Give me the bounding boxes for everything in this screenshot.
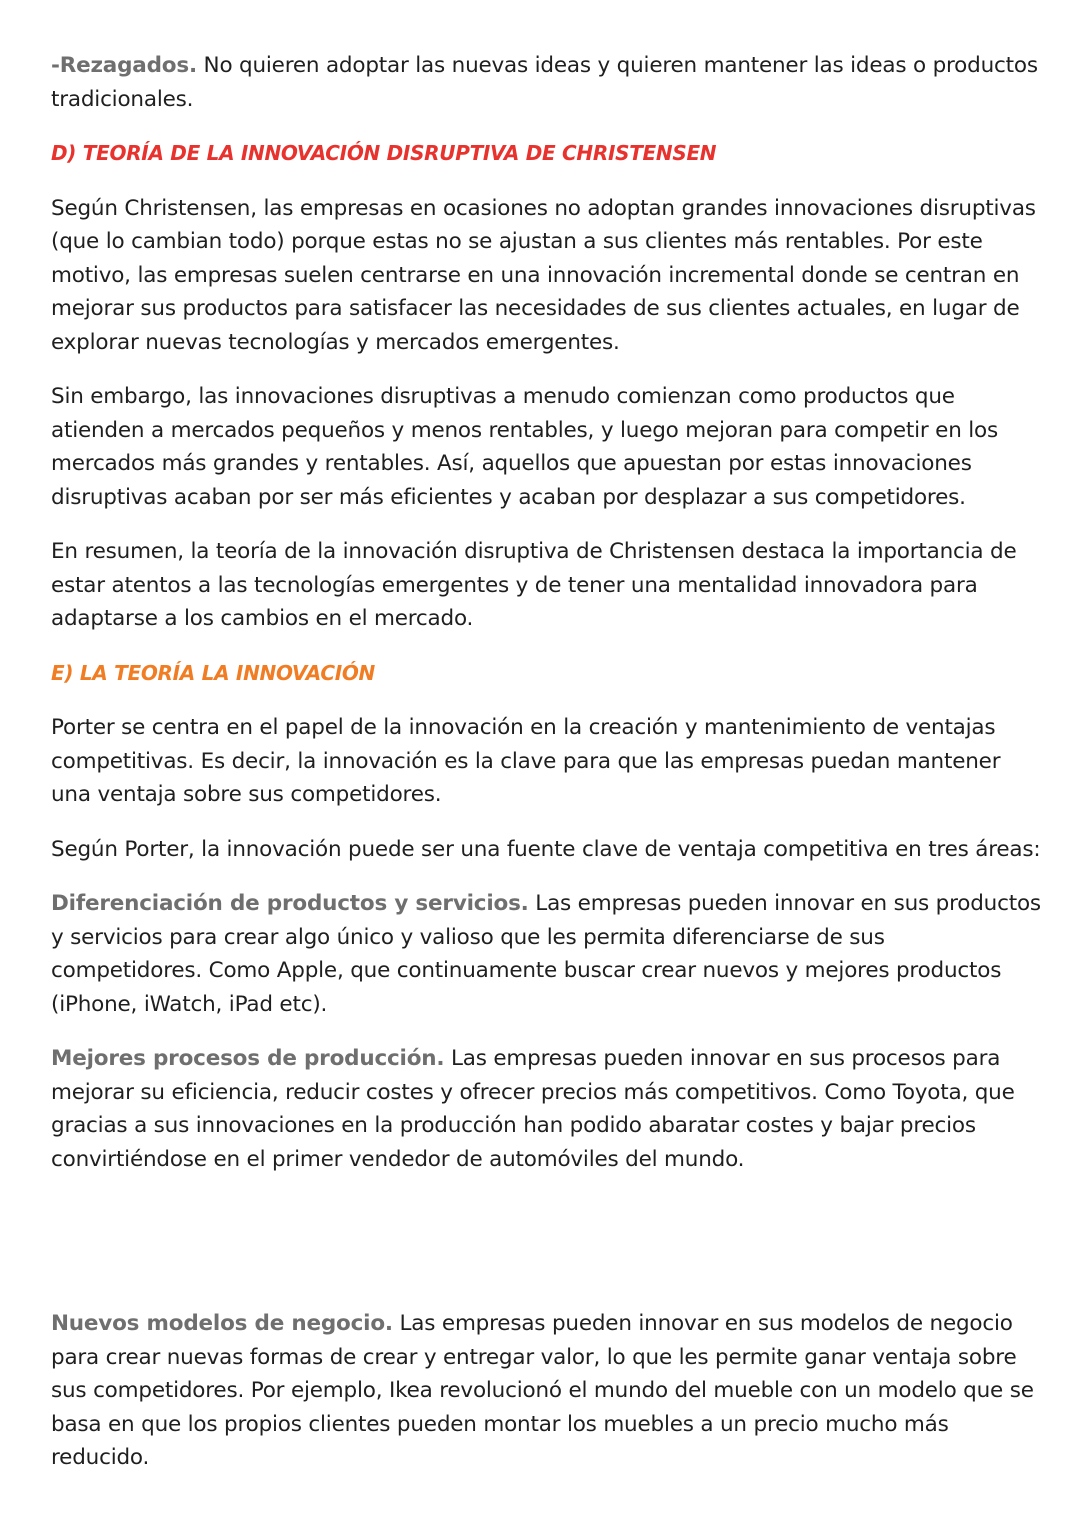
- page-break-spacer: [51, 1197, 1041, 1307]
- area-processes: [51, 1042, 1041, 1176]
- intro-term: -Rezagados.: [51, 53, 197, 78]
- area-differentiation-term: Diferenciación de productos y servicios.: [51, 891, 529, 916]
- intro-text: No quieren adoptar las nuevas ideas y quieren mantener las ideas o productos tradicionales.: [51, 53, 1038, 112]
- area-processes-term: Mejores procesos de producción.: [51, 1046, 445, 1071]
- section-d-paragraph-2: Sin embargo, las innovaciones disruptivas a menudo comienzan como productos que atienden a mercados pequeños y menos rentables, y luego mejoran para competir en los mercados más grandes y rentables. Así, aquellos que apuestan por estas innovaciones disruptivas acaban por ser más eficientes y acaban por desplazar a sus competidores.: [51, 384, 998, 510]
- area-business-models: [51, 1307, 1041, 1475]
- section-d-paragraph-1: Según Christensen, las empresas en ocasiones no adoptan grandes innovaciones disruptivas (que lo cambian todo) porque estas no se ajustan a sus clientes más rentables. Por este motivo, las empresas suelen centrarse en una innovación incremental donde se centran en mejorar sus productos para satisfacer las necesidades de sus clientes actuales, en lugar de explorar nuevas tecnologías y mercados emergentes.: [51, 195, 1036, 355]
- section-d-paragraph-3: En resumen, la teoría de la innovación disruptiva de Christensen destaca la importancia de estar atentos a las tecnologías emergentes y de tener una mentalidad innovadora para adaptarse a los cambios en el mercado.: [51, 539, 1017, 631]
- section-e-paragraph-1: Porter se centra en el papel de la innovación en la creación y mantenimiento de ventajas competitivas. Es decir, la innovación es la clave para que las empresas puedan mantener una ventaja sobre sus competidores.: [51, 715, 1001, 807]
- section-d-heading: D) TEORÍA DE LA INNOVACIÓN DISRUPTIVA DE CHRISTENSEN: [51, 141, 717, 165]
- document-page: [51, 49, 1041, 1496]
- section-e-heading: E) LA TEORÍA LA INNOVACIÓN: [51, 660, 375, 685]
- intro-paragraph: [51, 49, 1041, 116]
- area-processes-text: Las empresas pueden innovar en sus procesos para mejorar su eficiencia, reducir costes y ofrecer precios más competitivos. Como Toyota, que gracias a sus innovaciones en la producción han podido abaratar costes y bajar precios convirtiéndose en el primer vendedor de automóviles del mundo.: [51, 1046, 1015, 1172]
- area-business-models-term: Nuevos modelos de negocio.: [51, 1311, 393, 1336]
- area-business-models-text: Las empresas pueden innovar en sus modelos de negocio para crear nuevas formas de crear y entregar valor, lo que les permite ganar ventaja sobre sus competidores. Por ejemplo, Ikea revolucionó el mundo del mueble con un modelo que se basa en que los propios clientes pueden montar los muebles a un precio mucho más reducido.: [51, 1311, 1034, 1470]
- area-differentiation: [51, 887, 1041, 1021]
- area-differentiation-text: Las empresas pueden innovar en sus productos y servicios para crear algo único y valioso que les permita diferenciarse de sus competidores. Como Apple, que continuamente buscar crear nuevos y mejores productos (iPhone, iWatch, iPad etc).: [51, 891, 1041, 1017]
- section-e-paragraph-2: Según Porter, la innovación puede ser una fuente clave de ventaja competitiva en tres áreas:: [51, 836, 1041, 862]
